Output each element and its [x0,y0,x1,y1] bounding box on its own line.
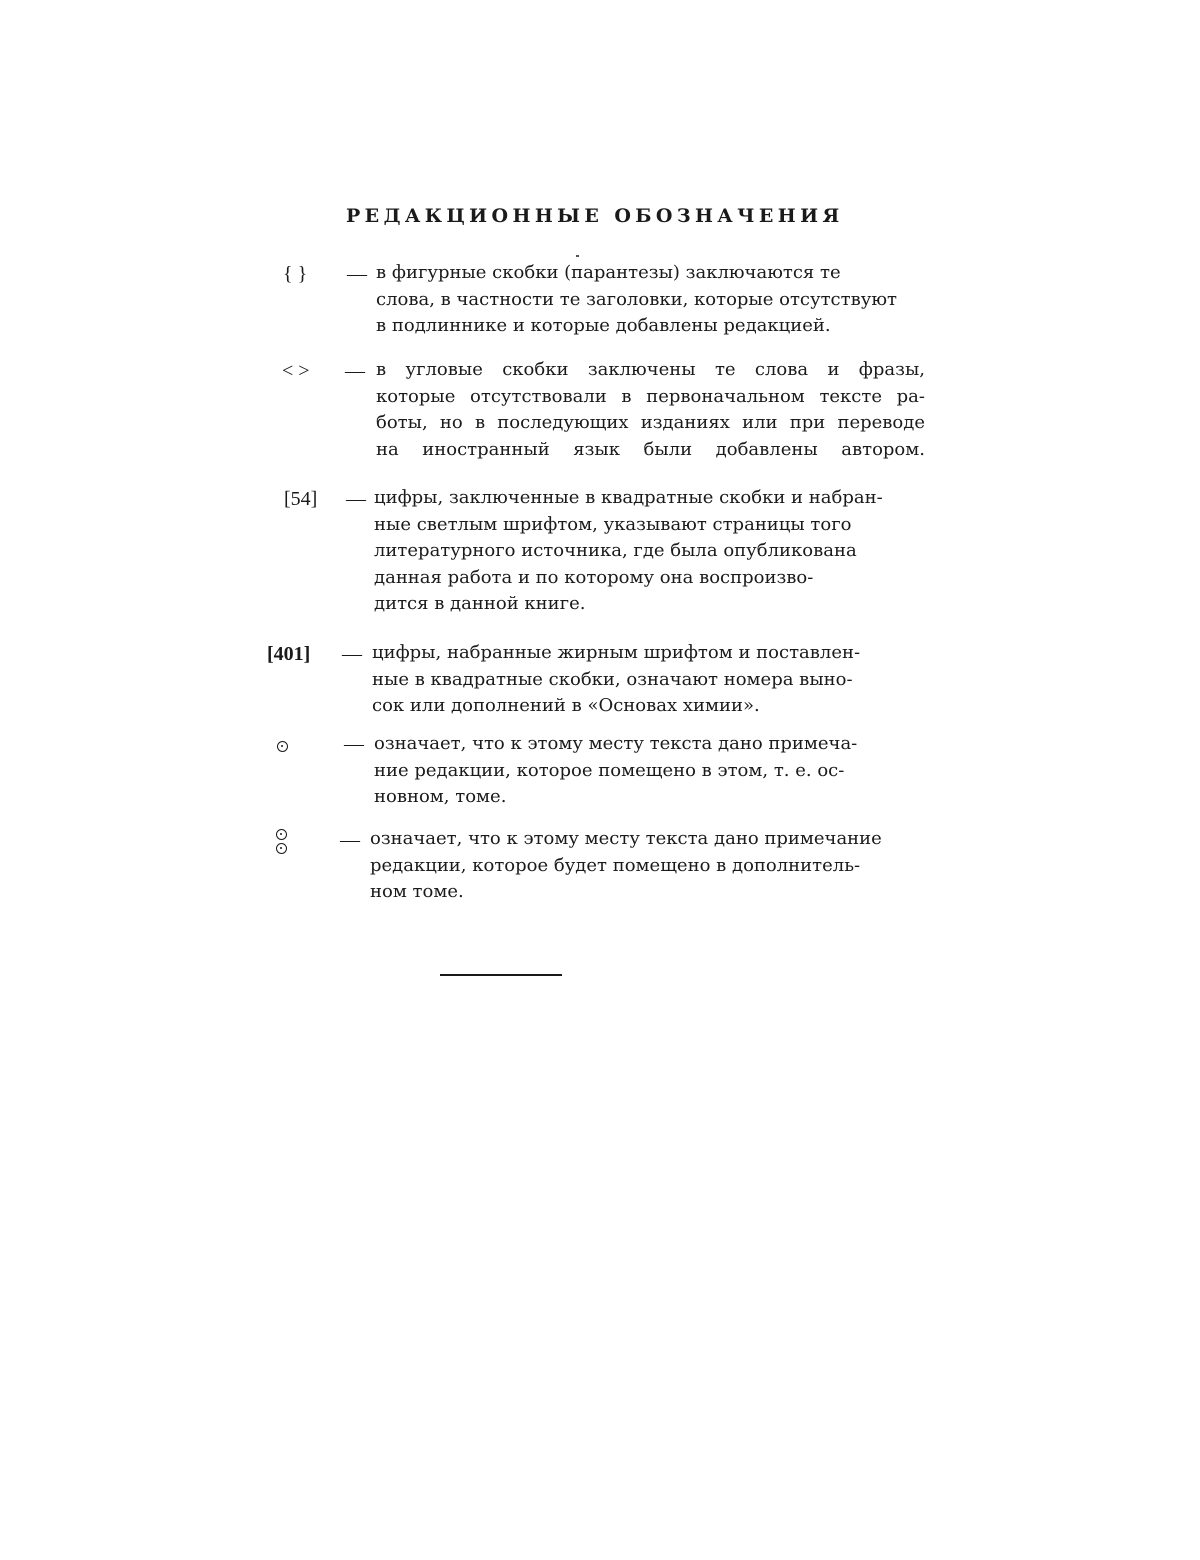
entry-dash: — [347,263,367,285]
entry-symbol: < > [282,360,310,382]
entry-description: цифры, набранные жирным шрифтом и поставлен- ные в квадратные скобки, означают номера выно- сок или дополнений в «Основах химии». [372,642,861,717]
entry-description: в фигурные скобки (парантезы) заключаются те слова, в частности те заголовки, которые отсутствуют в подлиннике и которые добавлены редакцией. [376,262,897,337]
entry-symbol: [54] [284,488,318,510]
entry-dash: — [340,829,360,851]
circle-dot-icon [277,741,288,752]
entry-symbol: [401] [267,643,311,665]
entry-dash: — [344,733,364,755]
entry-dash: — [346,488,366,510]
circle-dot-icon [276,843,287,854]
entry-description: означает, что к этому месту текста дано примечание редакции, которое будет помещено в дополнитель- ном томе. [370,828,882,903]
entry-symbol: { } [283,263,308,285]
entry-dash: — [342,643,362,665]
entry-dash: — [345,360,365,382]
print-speck [576,255,579,257]
entry-description: в угловые скобки заключены те слова и фразы, которые отсутствовали в первоначальном тексте ра- боты, но в последующих изданиях или при переводе на иностранный язык были добавлены автором. [376,359,925,460]
closing-rule [440,974,562,976]
circle-dot-icon [276,829,287,840]
entry-description: цифры, заключенные в квадратные скобки и набран- ные светлым шрифтом, указывают страницы того литературного источника, где была опубликована данная работа и по которому она воспроизво- дится в данной книге. [374,487,883,615]
page-title: РЕДАКЦИОННЫЕ ОБОЗНАЧЕНИЯ [346,205,844,227]
entry-description: означает, что к этому месту текста дано примеча- ние редакции, которое помещено в этом, т. е. ос- новном, томе. [374,733,858,808]
